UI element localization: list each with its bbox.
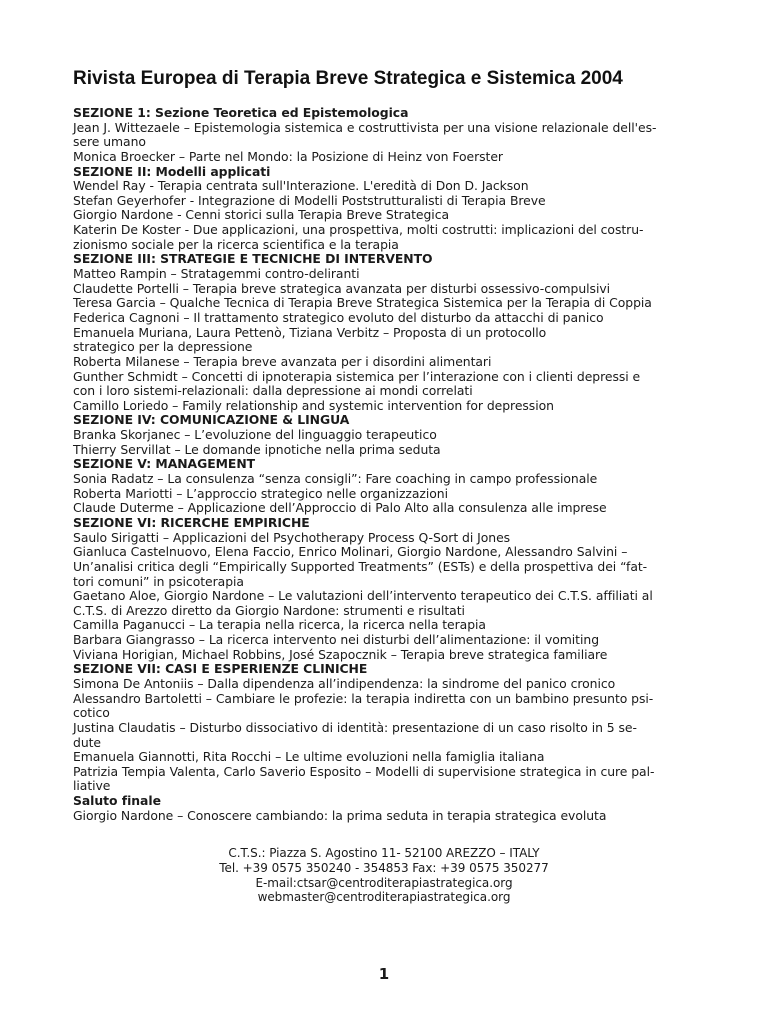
section-heading: SEZIONE II: Modelli applicati xyxy=(73,163,271,179)
entry-line: C.T.S. di Arezzo diretto da Giorgio Nardone: strumenti e risultati xyxy=(73,602,465,618)
entry-line: dute xyxy=(73,734,101,750)
entry-line: Alessandro Bartoletti – Cambiare le profezie: la terapia indiretta con un bambino presunto psi- xyxy=(73,690,654,706)
entry-line: cotico xyxy=(73,705,110,721)
contact-phone: Tel. +39 0575 350240 - 354853 Fax: +39 0575 350277 xyxy=(219,860,549,875)
section-heading: SEZIONE 1: Sezione Teoretica ed Epistemologica xyxy=(73,105,409,120)
entry-line: Jean J. Wittezaele – Epistemologia sistemica e costruttivista per una visione relazionale dell'es- xyxy=(73,119,657,135)
entry-line: Stefan Geyerhofer - Integrazione di Modelli Poststrutturalisti di Terapia Breve xyxy=(73,192,546,208)
table-of-contents xyxy=(73,106,705,823)
entry-line: Camillo Loriedo – Family relationship and systemic intervention for depression xyxy=(73,397,554,413)
entry-line: Federica Cagnoni – Il trattamento strategico evoluto del disturbo da attacchi di panico xyxy=(73,309,604,325)
entry-line: Claude Duterme – Applicazione dell’Approccio di Palo Alto alla consulenza alle imprese xyxy=(73,500,607,516)
contact-email: E-mail:ctsar@centroditerapiastrategica.org xyxy=(255,875,513,890)
entry-line: Emanuela Giannotti, Rita Rocchi – Le ultime evoluzioni nella famiglia italiana xyxy=(73,749,545,765)
contact-address: C.T.S.: Piazza S. Agostino 11- 52100 AREZZO – ITALY xyxy=(228,846,540,860)
entry-line: con i loro sistemi-relazionali: dalla depressione ai mondi correlati xyxy=(73,383,473,399)
entry-line: Claudette Portelli – Terapia breve strategica avanzata per disturbi ossessivo-compulsivi xyxy=(73,280,611,296)
entry-line: Gunther Schmidt – Concetti di ipnoterapia sistemica per l’interazione con i clienti depressi e xyxy=(73,368,641,384)
section-heading: SEZIONE VII: CASI E ESPERIENZE CLINICHE xyxy=(73,661,368,677)
section-heading: Saluto finale xyxy=(73,793,161,809)
entry-line: Branka Skorjanec – L’evoluzione del linguaggio terapeutico xyxy=(73,427,437,443)
entry-line: Roberta Mariotti – L’approccio strategico nelle organizzazioni xyxy=(73,485,448,501)
entry-line: strategico per la depressione xyxy=(73,339,253,355)
entry-line: tori comuni” in psicoterapia xyxy=(73,573,244,589)
contact-block xyxy=(0,846,768,905)
entry-line: Gaetano Aloe, Giorgio Nardone – Le valutazioni dell’intervento terapeutico dei C.T.S. affiliati al xyxy=(73,588,653,604)
entry-line: Sonia Radatz – La consulenza “senza consigli”: Fare coaching in campo professionale xyxy=(73,471,598,487)
section-heading: SEZIONE IV: COMUNICAZIONE & LINGUA xyxy=(73,412,350,428)
section-heading: SEZIONE VI: RICERCHE EMPIRICHE xyxy=(73,514,310,530)
entry-line: Barbara Giangrasso – La ricerca intervento nei disturbi dell’alimentazione: il vomiting xyxy=(73,632,600,648)
section-heading: SEZIONE V: MANAGEMENT xyxy=(73,456,256,472)
entry-line: Simona De Antoniis – Dalla dipendenza all’indipendenza: la sindrome del panico cronico xyxy=(73,675,616,691)
entry-line: Saulo Sirigatti – Applicazioni del Psychotherapy Process Q-Sort di Jones xyxy=(73,529,511,545)
entry-line: Justina Claudatis – Disturbo dissociativo di identità: presentazione di un caso risolto in 5 se- xyxy=(73,719,637,735)
entry-line: Giorgio Nardone – Conoscere cambiando: la prima seduta in terapia strategica evoluta xyxy=(73,807,607,823)
entry-line: Emanuela Muriana, Laura Pettenò, Tiziana Verbitz – Proposta di un protocollo xyxy=(73,324,547,340)
page-number: 1 xyxy=(378,965,390,983)
entry-line: Giorgio Nardone - Cenni storici sulla Terapia Breve Strategica xyxy=(73,207,450,223)
contact-webmaster: webmaster@centroditerapiastrategica.org xyxy=(257,890,511,905)
entry-line: Katerin De Koster - Due applicazioni, una prospettiva, molti costrutti: implicazioni del costru- xyxy=(73,222,644,238)
entry-line: Monica Broecker – Parte nel Mondo: la Posizione di Heinz von Foerster xyxy=(73,148,503,164)
entry-line: Teresa Garcia – Qualche Tecnica di Terapia Breve Strategica Sistemica per la Terapia di Coppia xyxy=(73,295,652,311)
entry-line: sere umano xyxy=(73,134,146,150)
entry-line: Viviana Horigian, Michael Robbins, José Szapocznik – Terapia breve strategica familiare xyxy=(73,646,608,662)
entry-line: Matteo Rampin – Stratagemmi contro-deliranti xyxy=(73,266,360,282)
section-heading: SEZIONE III: STRATEGIE E TECNICHE DI INTERVENTO xyxy=(73,251,433,267)
entry-line: Patrizia Tempia Valenta, Carlo Saverio Esposito – Modelli di supervisione strategica in cure pal- xyxy=(73,763,655,779)
entry-line: Roberta Milanese – Terapia breve avanzata per i disordini alimentari xyxy=(73,353,492,369)
entry-line: liative xyxy=(73,778,111,794)
entry-line: Wendel Ray - Terapia centrata sull'Interazione. L'eredità di Don D. Jackson xyxy=(73,178,529,194)
document-title: Rivista Europea di Terapia Breve Strategica e Sistemica 2004 xyxy=(73,68,623,89)
entry-line: Camilla Paganucci – La terapia nella ricerca, la ricerca nella terapia xyxy=(73,617,486,633)
entry-line: Un’analisi critica degli “Empirically Supported Treatments” (ESTs) e della prospettiva dei “fat- xyxy=(73,558,648,574)
entry-line: Thierry Servillat – Le domande ipnotiche nella prima seduta xyxy=(73,441,441,457)
entry-line: zionismo sociale per la ricerca scientifica e la terapia xyxy=(73,236,399,252)
entry-line: Gianluca Castelnuovo, Elena Faccio, Enrico Molinari, Giorgio Nardone, Alessandro Salvini – xyxy=(73,544,628,560)
